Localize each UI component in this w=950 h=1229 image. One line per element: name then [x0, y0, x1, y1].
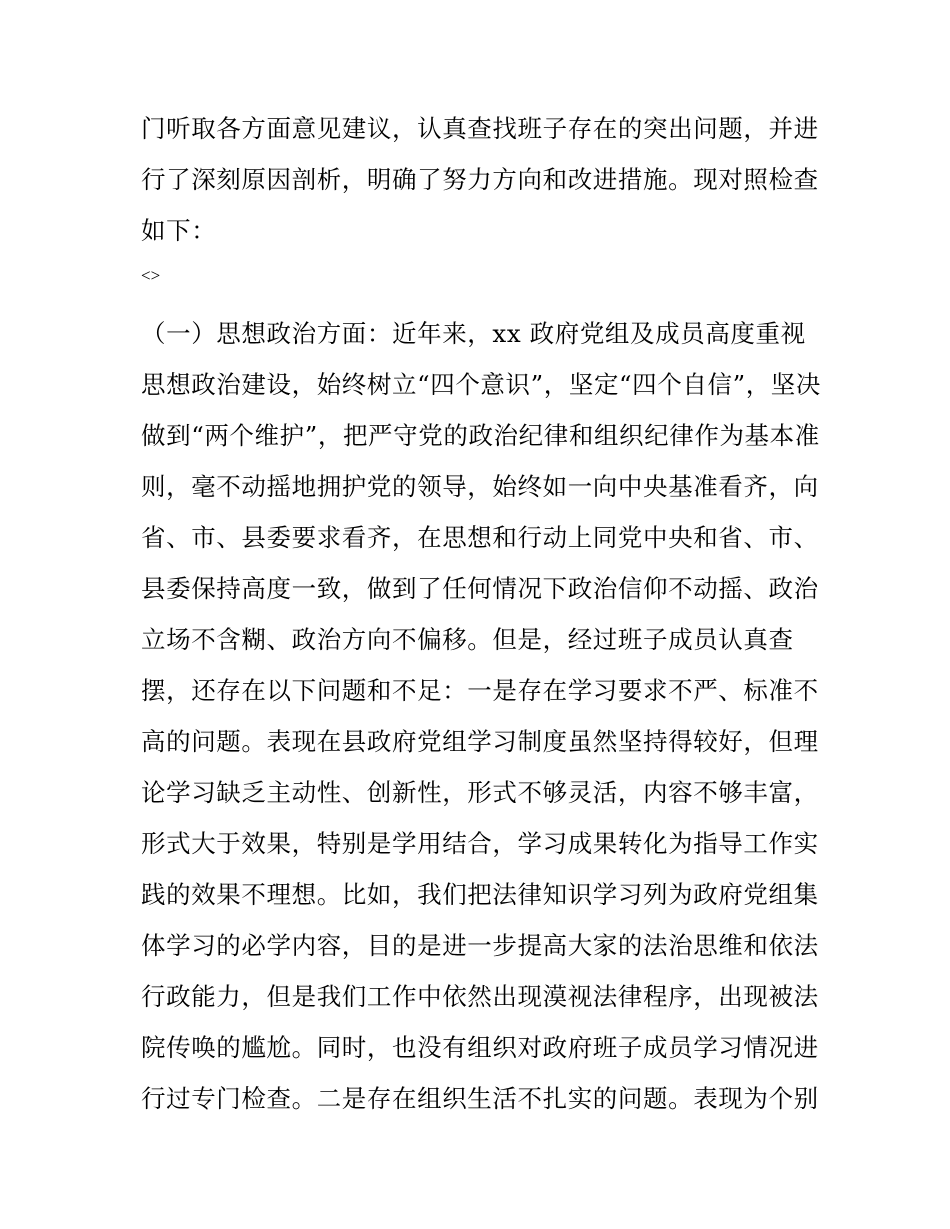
text-line-11: 立场不含糊、政治方向不偏移。但是，经过班子成员认真查: [141, 625, 794, 654]
text-line-1: 门听取各方面意见建议，认真查找班子存在的突出问题，并进: [141, 114, 819, 143]
text-line-6: 思想政治建设，始终树立“四个意识”，坚定“四个自信”，坚决: [141, 370, 821, 399]
text-line-9: 省、市、县委要求看齐，在思想和行动上同党中央和省、市、: [141, 523, 819, 552]
text-line-3: 如下：: [141, 216, 217, 245]
body-text: [141, 103, 821, 1124]
text-line-8: 则，毫不动摇地拥护党的领导，始终如一向中央基准看齐，向: [141, 472, 819, 501]
text-line-18: 行政能力，但是我们工作中依然出现漠视法律程序，出现被法: [141, 982, 819, 1011]
text-line-20: 行过专门检查。二是存在组织生活不扎实的问题。表现为个别: [141, 1084, 819, 1113]
text-line-16: 践的效果不理想。比如，我们把法律知识学习列为政府党组集: [141, 880, 819, 909]
text-line-13: 高的问题。表现在县政府党组学习制度虽然坚持得较好，但理: [141, 727, 819, 756]
text-line-10: 县委保持高度一致，做到了任何情况下政治信仰不动摇、政治: [141, 574, 819, 603]
text-line-12: 摆，还存在以下问题和不足：一是存在学习要求不严、标准不: [141, 676, 819, 705]
text-marker: <>: [141, 266, 161, 285]
text-line-7: 做到“两个维护”，把严守党的政治纪律和组织纪律作为基本准: [141, 421, 820, 450]
text-line-2: 行了深刻原因剖析，明确了努力方向和改进措施。现对照检查: [141, 165, 819, 194]
text-line-15: 形式大于效果，特别是学用结合，学习成果转化为指导工作实: [141, 829, 819, 858]
text-line-14: 论学习缺乏主动性、创新性，形式不够灵活，内容不够丰富，: [141, 778, 819, 807]
text-line-19: 院传唤的尴尬。同时，也没有组织对政府班子成员学习情况进: [141, 1033, 819, 1062]
section-heading-line: （一）思想政治方面：近年来，xx 政府党组及成员高度重视: [141, 319, 806, 348]
text-line-17: 体学习的必学内容，目的是进一步提高大家的法治思维和依法: [141, 931, 819, 960]
